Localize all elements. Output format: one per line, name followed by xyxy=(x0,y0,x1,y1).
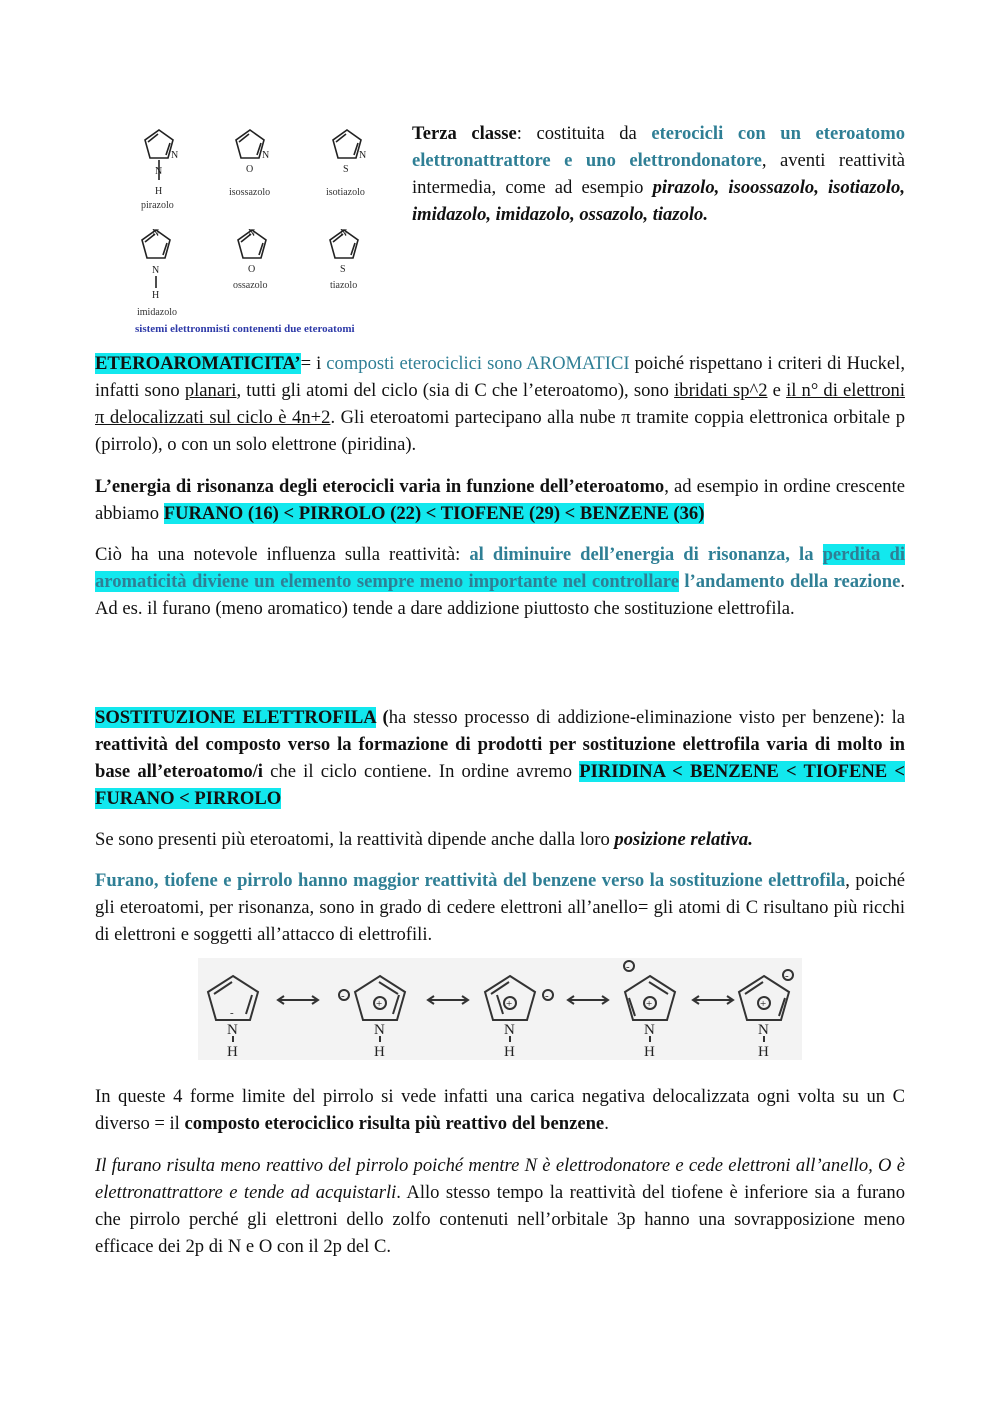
svg-text:N: N xyxy=(340,228,348,239)
text-span: . Ad es. il furano (meno aromatico) tende a dare addizione piuttosto che sostituzione elettrofila. xyxy=(95,571,905,619)
svg-text:N: N xyxy=(155,166,163,177)
underlined-text: il n° di elettroni π delocalizzati sul ciclo è 4n+2 xyxy=(95,380,905,428)
atom-h: H xyxy=(374,1044,385,1060)
bold-text: reattività del composto verso la formazione di prodotti per sostituzione elettrofila varia di molto in base all’eteroatomo/i xyxy=(95,734,905,782)
text-span: poiché rispettano i criteri di Huckel, infatti sono xyxy=(95,353,905,401)
svg-text:S: S xyxy=(340,264,346,275)
examples-text: pirazolo, isoossazolo, isotiazolo, imidazolo, imidazolo, ossazolo, tiazolo. xyxy=(412,177,905,225)
sostituzione-term: SOSTITUZIONE ELETTROFILA xyxy=(95,707,376,728)
text-span: , tutti gli atomi del ciclo (sia di C che l’eteroatomo), sono xyxy=(236,380,675,401)
svg-text:S: S xyxy=(343,164,349,175)
label-ossazolo: ossazolo xyxy=(233,280,268,291)
text-span: , aventi reattività intermedia, come ad esempio xyxy=(412,150,905,198)
svg-text:O: O xyxy=(246,164,254,175)
atom-h: H xyxy=(227,1044,238,1060)
text-span: . Gli eteroatomi partecipano alla nube π tramite coppia elettronica orbitale p (pirrolo), o con un solo elettrone (piridina). xyxy=(95,407,905,455)
atom-n: N xyxy=(374,1022,385,1038)
svg-text:H: H xyxy=(152,290,160,301)
heterocycles-svg xyxy=(125,118,395,323)
svg-text:+: + xyxy=(646,998,653,1010)
svg-text:N: N xyxy=(248,228,256,239)
svg-text:-: - xyxy=(626,961,630,973)
underlined-text: ibridati sp^2 xyxy=(674,380,768,401)
terza-classe-paragraph xyxy=(412,120,905,228)
eteroaromaticita-paragraph xyxy=(95,350,905,458)
influenza-paragraph xyxy=(95,541,905,622)
text-span: , ad esempio in ordine crescente abbiamo xyxy=(95,476,905,524)
svg-text:-: - xyxy=(785,970,789,982)
text-span: Ciò ha una notevole influenza sulla reattività: xyxy=(95,544,470,565)
atom-n: N xyxy=(227,1022,238,1038)
pyrrole-resonance-figure xyxy=(198,958,802,1060)
highlight-text: l’andamento della reazione xyxy=(678,571,901,592)
italic-text: Il furano risulta meno reattivo del pirrolo poiché mentre N è elettrodonatore e cede elettroni all’anello, O è elettronattrattore e tende ad acquistarli xyxy=(95,1155,905,1203)
sostituzione-paragraph xyxy=(95,704,905,812)
bold-text: ( xyxy=(375,707,389,728)
text-span: che il ciclo contiene. In ordine avremo xyxy=(262,761,580,782)
svg-text:N: N xyxy=(359,150,367,161)
svg-text:O: O xyxy=(248,264,256,275)
text-span: . Allo stesso tempo la reattività del tiofene è inferiore sia a furano che pirrolo perché gli elettroni dello zolfo contenuti nell’orbitale 3p hanno una sovrapposizione meno efficace dei 2p di N e O con il 2p del C. xyxy=(95,1182,906,1257)
bold-text: composto eterociclico risulta più reattivo del benzene xyxy=(184,1113,605,1134)
terza-classe-lead: Terza classe xyxy=(412,123,517,144)
bold-italic-text: posizione relativa. xyxy=(614,829,753,850)
svg-text:-: - xyxy=(545,990,549,1002)
atom-n: N xyxy=(644,1022,655,1038)
svg-text:N: N xyxy=(171,150,179,161)
atom-h: H xyxy=(644,1044,655,1060)
svg-text:N: N xyxy=(262,150,270,161)
resonance-order: FURANO (16) < PIRROLO (22) < TIOFENE (29) < BENZENE (36) xyxy=(163,503,705,524)
atom-n: N xyxy=(758,1022,769,1038)
highlight-text: composti eterociclici sono AROMATICI xyxy=(326,353,630,374)
label-tiazolo: tiazolo xyxy=(330,280,358,291)
text-span: In queste 4 forme limite del pirrolo si vede infatti una carica negativa delocalizzata ogni volta su un C diverso = il xyxy=(95,1086,905,1134)
figure-caption: sistemi elettronmisti contenenti due eteroatomi xyxy=(135,323,355,335)
svg-text:-: - xyxy=(341,990,345,1002)
text-span: e xyxy=(767,380,787,401)
bold-text: L’energia di risonanza degli eterocicli varia in funzione dell’eteroatomo xyxy=(95,476,665,497)
label-isotiazolo: isotiazolo xyxy=(326,187,365,198)
underlined-text: planari xyxy=(184,380,237,401)
text-span: , poiché gli eteroatomi, per risonanza, sono in grado di cedere elettroni all’anello= gli atomi di C risultano più ricchi di elettroni e soggetti all’attacco di elettrofili. xyxy=(95,870,905,945)
label-isossazolo: isossazolo xyxy=(229,187,271,198)
text-span: ha stesso processo di addizione-eliminazione visto per benzene): la xyxy=(388,707,905,728)
text-span: Se sono presenti più eteroatomi, la reattività dipende anche dalla loro xyxy=(95,829,615,850)
svg-text:N: N xyxy=(152,228,160,239)
text-span: . xyxy=(604,1113,609,1134)
furano-tiofene-paragraph xyxy=(95,867,905,948)
svg-text:H: H xyxy=(155,186,163,197)
label-imidazolo: imidazolo xyxy=(137,307,177,318)
highlight-text: Furano, tiofene e pirrolo hanno maggior reattività del benzene verso la sostituzione elettrofila xyxy=(95,870,846,891)
energia-paragraph xyxy=(95,473,905,527)
resonance-svg xyxy=(198,958,802,1060)
svg-text:-: - xyxy=(230,1007,234,1019)
reactivity-order: PIRIDINA < BENZENE < TIOFENE < FURANO < PIRROLO xyxy=(95,761,905,809)
eteroaromaticita-term: ETEROAROMATICITA’ xyxy=(95,353,301,374)
highlight-text: eterocicli con un eteroatomo elettronattrattore e uno elettrondonatore xyxy=(412,123,906,171)
text-span: : costituita da xyxy=(516,123,652,144)
svg-text:+: + xyxy=(760,998,767,1010)
atom-n: N xyxy=(504,1022,515,1038)
svg-text:+: + xyxy=(376,998,383,1010)
highlight-text: al diminuire dell’energia di risonanza, la xyxy=(469,544,823,565)
furano-pirrolo-paragraph xyxy=(95,1152,905,1260)
svg-text:+: + xyxy=(506,998,513,1010)
atom-h: H xyxy=(758,1044,769,1060)
atom-h: H xyxy=(504,1044,515,1060)
highlight-text: perdita di aromaticità diviene un elemento sempre meno importante nel controllare xyxy=(95,544,906,592)
forme-limite-paragraph xyxy=(95,1083,905,1137)
label-pirazolo: pirazolo xyxy=(141,200,174,211)
svg-text:N: N xyxy=(152,265,160,276)
heterocycles-figure xyxy=(125,118,395,323)
posizione-paragraph xyxy=(95,826,905,853)
text-span: = i xyxy=(300,353,327,374)
